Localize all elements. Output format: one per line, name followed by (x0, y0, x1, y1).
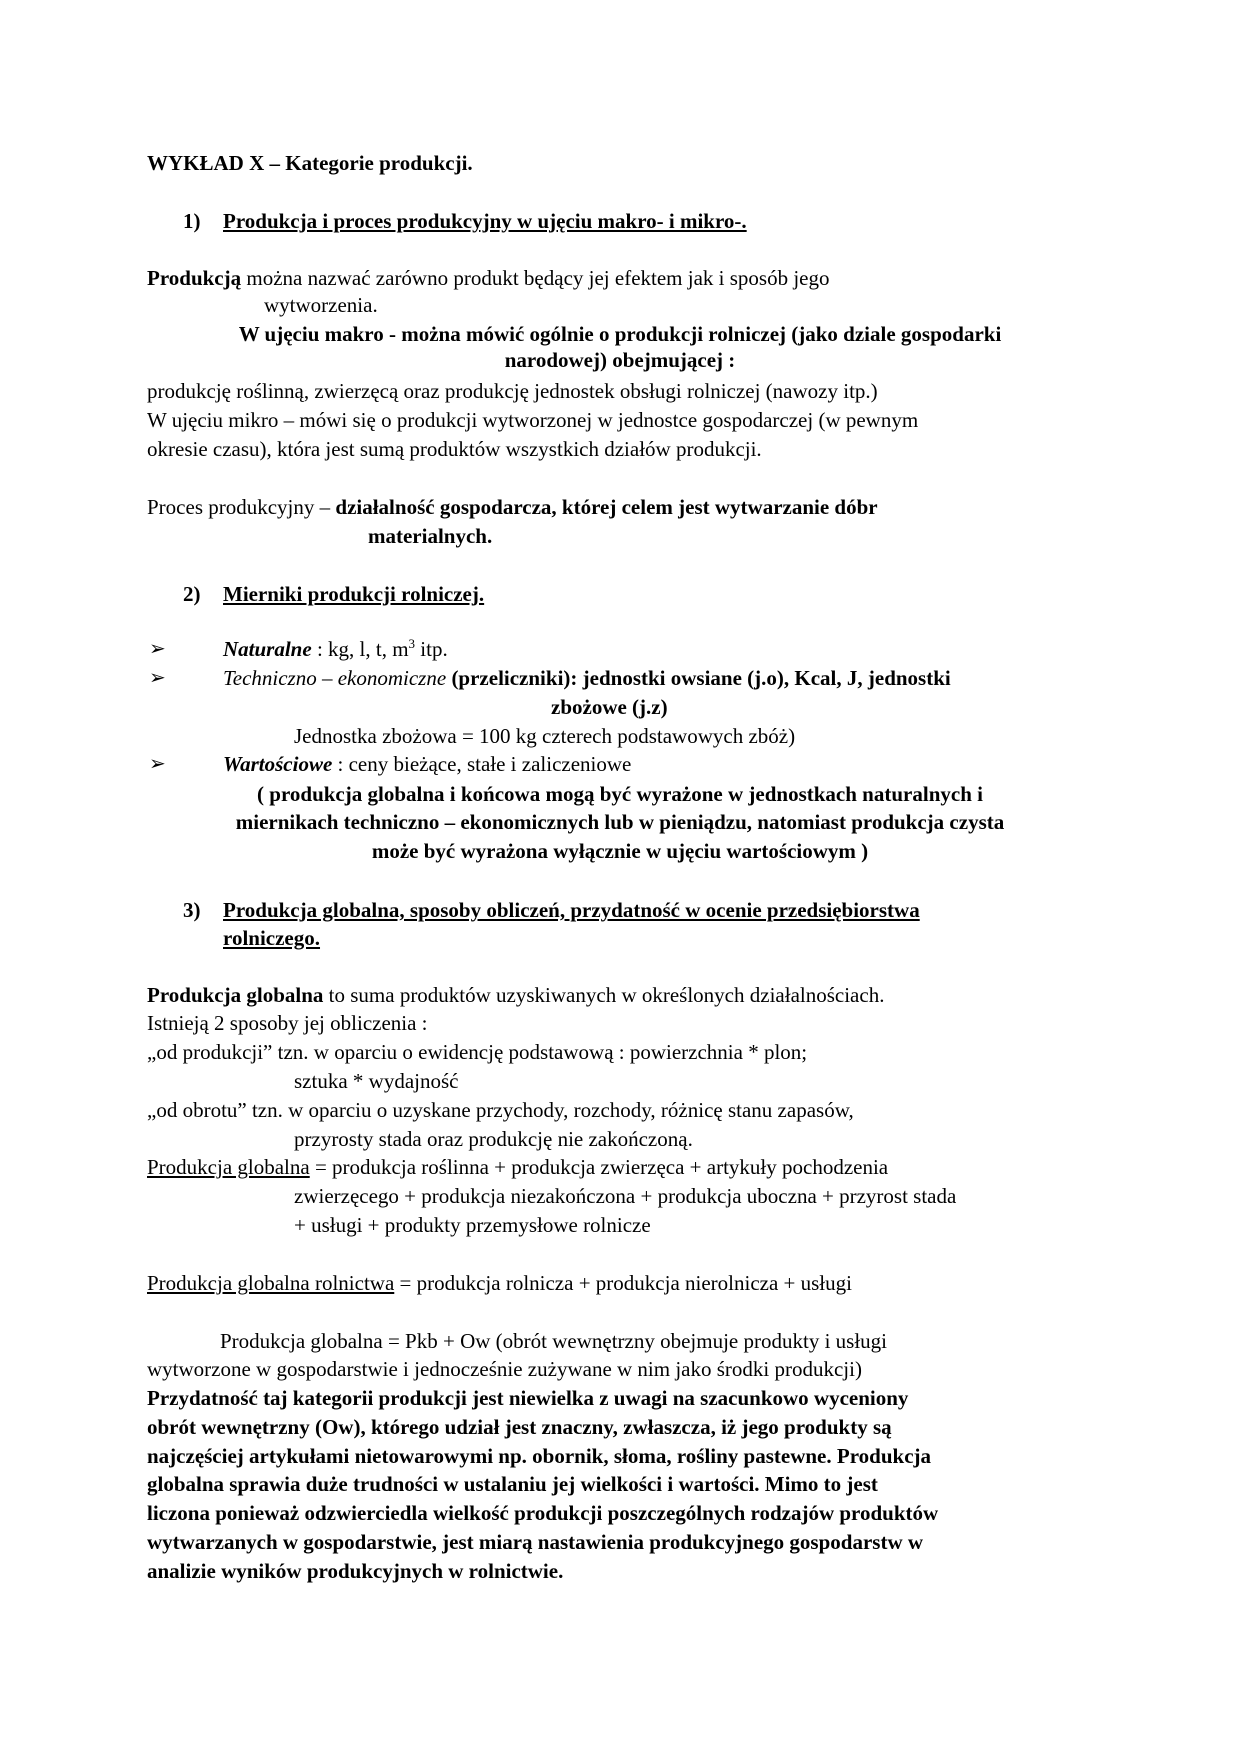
measure-value-label: Wartościowe (223, 752, 333, 776)
arrow-bullet-icon: ➢ (149, 753, 166, 775)
section-3-heading-2: rolniczego. (223, 926, 321, 950)
section-1-number: 1) (183, 209, 201, 233)
formula-agriculture (147, 1270, 852, 1296)
calc-method-turnover: „od obrotu” tzn. w oparciu o uzyskane przychody, rozchody, różnicę stanu zapasów, (147, 1098, 854, 1122)
paragraph-produkcja-cont: wytworzenia. (264, 293, 378, 317)
measure-natural-units: : kg, l, t, m (311, 637, 409, 661)
section-3-number: 3) (183, 898, 201, 922)
usefulness-line-6: wytwarzanych w gospodarstwie, jest miarą nastawienia produkcyjnego gospodarstw w (147, 1530, 924, 1554)
proces-line-1 (147, 494, 878, 520)
usefulness-line-5: liczona ponieważ odzwierciedla wielkość produkcji poszczególnych rodzajów produktów (147, 1501, 939, 1525)
calc-method-production: „od produkcji” tzn. w oparciu o ewidencję podstawową : powierzchnia * plon; (147, 1040, 808, 1064)
formula-pkb-ow: Produkcja globalna = Pkb + Ow (obrót wewnętrzny obejmuje produkty i usługi (220, 1329, 887, 1353)
superscript-3: 3 (408, 636, 416, 651)
paragraph-produkcja (147, 265, 830, 291)
measure-technical-cont: zbożowe (j.z) (551, 695, 668, 719)
makro-line-3: produkcję roślinną, zwierzęcą oraz produkcję jednostek obsługi rolniczej (nawozy itp.) (147, 379, 878, 403)
formula-agriculture-term: Produkcja globalna rolnictwa (147, 1271, 395, 1295)
global-production-definition (147, 982, 884, 1008)
term-produkcja: Produkcją (147, 266, 242, 290)
formula-agriculture-text: = produkcja rolnicza + produkcja nierolnicza + usługi (394, 1271, 852, 1295)
measure-natural-label: Naturalne (223, 637, 312, 661)
paragraph-produkcja-text: można nazwać zarówno produkt będący jej efektem jak i sposób jego (241, 266, 830, 290)
calc-methods-intro: Istnieją 2 sposoby jej obliczenia : (147, 1011, 428, 1035)
makro-line-2: narodowej) obejmującej : (504, 348, 736, 372)
grain-unit-note: Jednostka zbożowa = 100 kg czterech podstawowych zbóż) (294, 724, 796, 748)
proces-definition: działalność gospodarcza, której celem jest wytwarzanie dóbr (335, 495, 878, 519)
calc-method-turnover-cont: przyrosty stada oraz produkcję nie zakończoną. (294, 1127, 693, 1151)
section-1-heading: Produkcja i proces produkcyjny w ujęciu makro- i mikro-. (223, 209, 747, 233)
mikro-line-1: W ujęciu mikro – mówi się o produkcji wytworzonej w jednostce gospodarczej (w pewnym (147, 408, 919, 432)
measure-natural (223, 636, 448, 662)
formula-global-production-text: = produkcja roślinna + produkcja zwierzęca + artykuły pochodzenia (309, 1155, 889, 1179)
measures-note-2: miernikach techniczno – ekonomicznych lub w pieniądzu, natomiast produkcja czysta (235, 810, 1005, 834)
calc-method-production-cont: sztuka * wydajność (294, 1069, 459, 1093)
measure-value (223, 751, 631, 777)
measure-technical (223, 665, 951, 691)
proces-term: Proces produkcyjny – (147, 495, 336, 519)
usefulness-line-2: obrót wewnętrzny (Ow), którego udział jest znaczny, zwłaszcza, iż jego produkty są (147, 1415, 892, 1439)
section-2-number: 2) (183, 582, 201, 606)
measure-technical-label: Techniczno – ekonomiczne (223, 666, 447, 690)
proces-line-2: materialnych. (368, 524, 493, 548)
term-global-production: Produkcja globalna (147, 983, 324, 1007)
page-title: WYKŁAD X – Kategorie produkcji. (147, 151, 473, 175)
formula-global-production (147, 1154, 888, 1180)
formula-global-production-2: zwierzęcego + produkcja niezakończona + produkcja uboczna + przyrost stada (294, 1184, 957, 1208)
section-3-heading-1: Produkcja globalna, sposoby obliczeń, przydatność w ocenie przedsiębiorstwa (223, 898, 920, 922)
usefulness-line-4: globalna sprawia duże trudności w ustalaniu jej wielkości i wartości. Mimo to jest (147, 1472, 878, 1496)
arrow-bullet-icon: ➢ (149, 667, 166, 689)
arrow-bullet-icon: ➢ (149, 638, 166, 660)
section-2-heading: Mierniki produkcji rolniczej. (223, 582, 485, 606)
usefulness-line-1: Przydatność taj kategorii produkcji jest niewielka z uwagi na szacunkowo wyceniony (147, 1386, 909, 1410)
measure-value-prices: : ceny bieżące, stałe i zaliczeniowe (332, 752, 632, 776)
formula-pkb-ow-cont: wytworzone w gospodarstwie i jednocześnie zużywane w nim jako środki produkcji) (147, 1357, 862, 1381)
formula-global-production-3: + usługi + produkty przemysłowe rolnicze (294, 1213, 651, 1237)
makro-line-1: W ujęciu makro - można mówić ogólnie o produkcji rolniczej (jako dziale gospodarki (238, 322, 1002, 346)
measures-note-1: ( produkcja globalna i końcowa mogą być wyrażone w jednostkach naturalnych i (257, 782, 983, 806)
usefulness-line-3: najczęściej artykułami nietowarowymi np. obornik, słoma, rośliny pastewne. Produkcja (147, 1444, 932, 1468)
measure-natural-end: itp. (415, 637, 448, 661)
mikro-line-2: okresie czasu), która jest sumą produktów wszystkich działów produkcji. (147, 437, 762, 461)
measures-note-3: może być wyrażona wyłącznie w ujęciu wartościowym ) (371, 839, 869, 863)
measure-technical-units: (przeliczniki): jednostki owsiane (j.o), Kcal, J, jednostki (446, 666, 951, 690)
usefulness-line-7: analizie wyników produkcyjnych w rolnictwie. (147, 1559, 564, 1583)
global-production-text: to suma produktów uzyskiwanych w określonych działalnościach. (323, 983, 885, 1007)
formula-global-production-term: Produkcja globalna (147, 1155, 310, 1179)
